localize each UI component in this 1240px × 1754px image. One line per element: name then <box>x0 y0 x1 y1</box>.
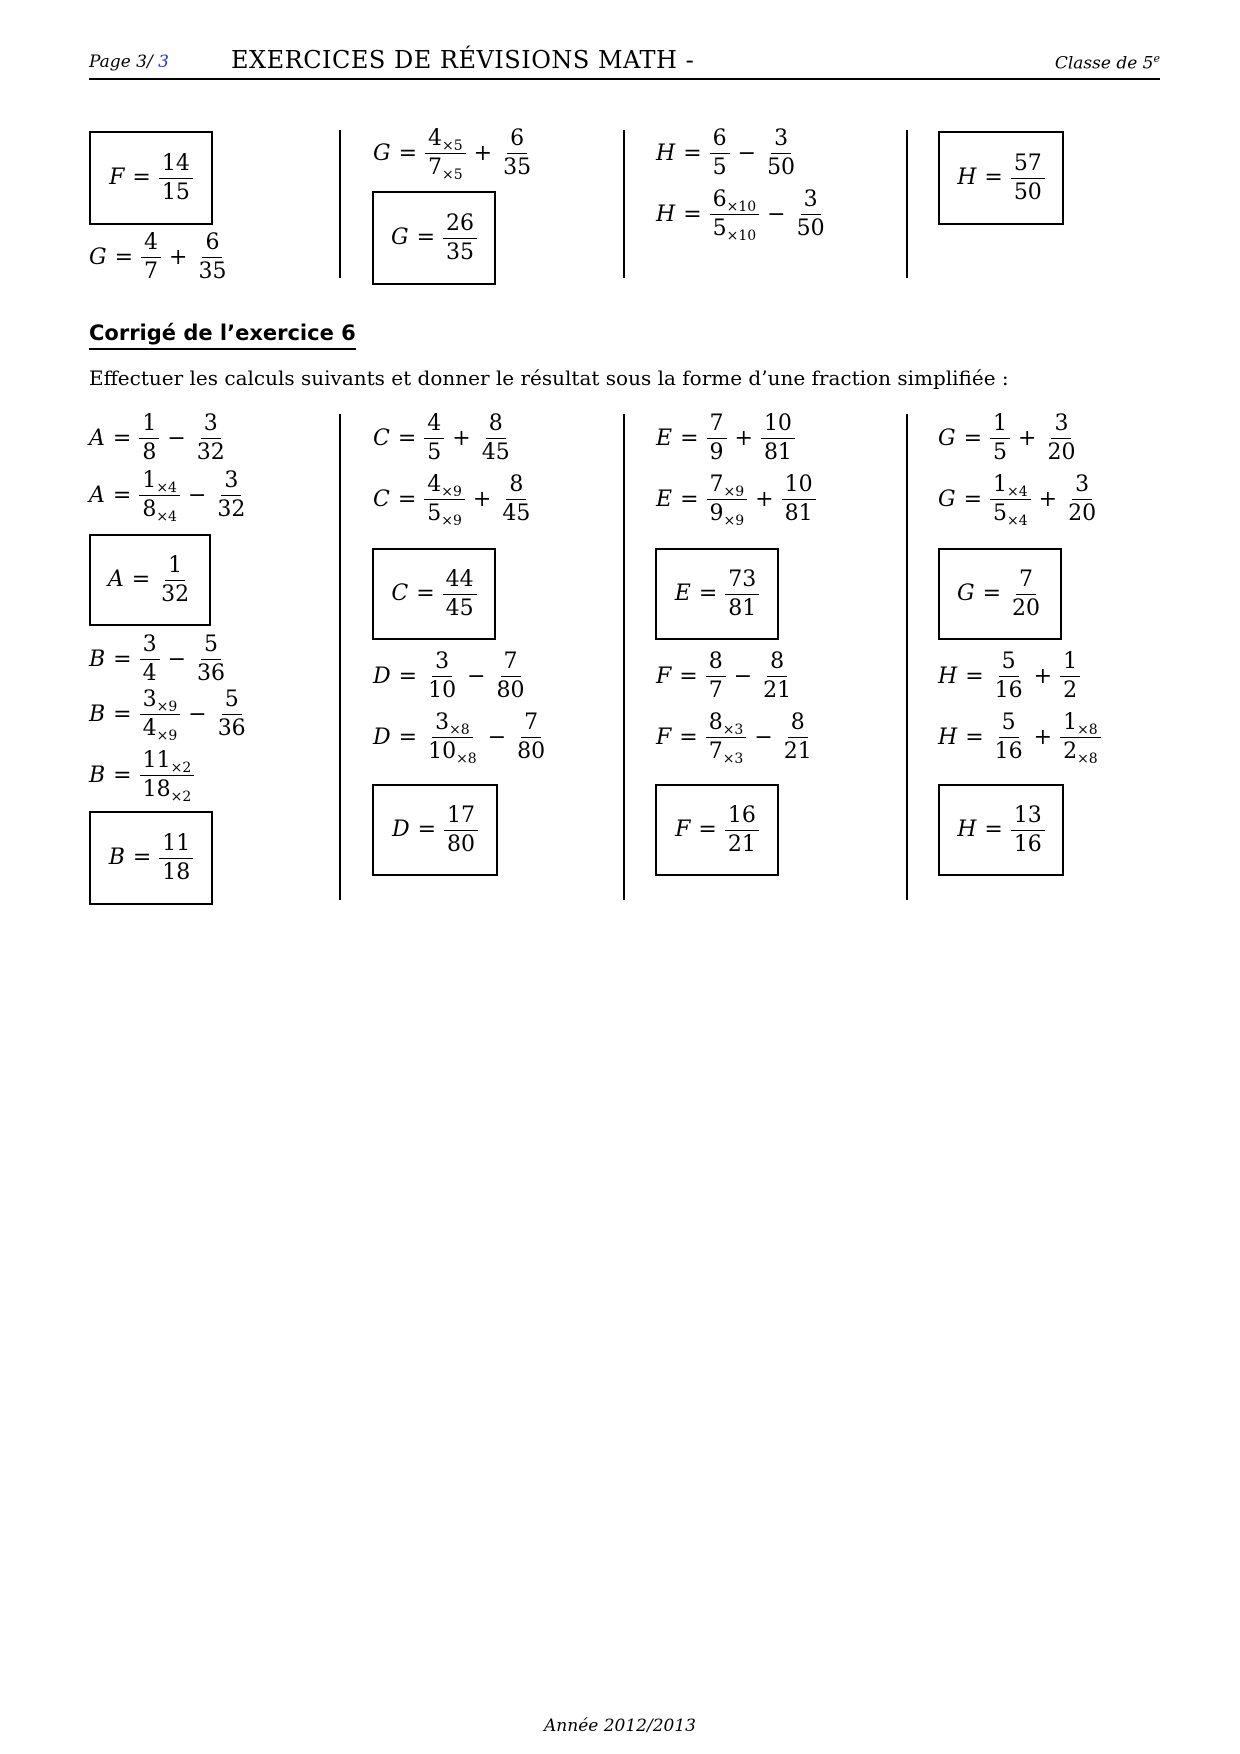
column-divider <box>906 414 908 900</box>
equation-G-ex6-2: G = $\frac{1_{\times 4}}{5_{\times 4}}$ + $\frac{3}{20}$ <box>938 474 1099 525</box>
fraction: $\frac{26}{35}$ <box>443 213 477 264</box>
fraction: $\frac{13}{16}$ <box>1011 805 1045 856</box>
fraction: $\frac{5}{16}$ <box>994 649 1023 703</box>
fraction: $\frac{3}{10}$ <box>428 649 457 703</box>
fraction: $\frac{7}{20}$ <box>1012 566 1040 621</box>
fraction: $\frac{6}{35}$ <box>198 230 227 284</box>
fraction: $\frac{8}{7}$ <box>706 651 726 702</box>
column-divider <box>339 130 341 278</box>
equation-G-ex6-1: G = $\frac{1}{5}$ + $\frac{3}{20}$ <box>938 413 1078 464</box>
fraction: $\frac{3}{50}$ <box>767 126 796 180</box>
fraction: $\frac{1_{\times 4}}{8_{\times 4}}$ <box>139 470 180 521</box>
result-G-ex6: G = $\frac{7}{20}$ <box>938 548 1062 640</box>
result-H-ex6: H = $\frac{13}{16}$ <box>938 784 1064 876</box>
fraction: $\frac{57}{50}$ <box>1011 153 1045 204</box>
result-H: H = $\frac{57}{50}$ <box>938 131 1064 225</box>
fraction: $\frac{11}{18}$ <box>159 833 193 884</box>
fraction: $\frac{14}{15}$ <box>159 153 193 204</box>
fraction: $\frac{1}{5}$ <box>990 413 1010 464</box>
equation-B-3: B = $\frac{11_{\times 2}}{18_{\times 2}}$ <box>89 750 194 801</box>
result-C: C = $\frac{44}{45}$ <box>372 548 496 640</box>
equation-H-ex6-2: H = $\frac{5}{16}$ + $\frac{1_{\times 8}}{2_{\times 8}}$ <box>938 712 1101 763</box>
fraction: $\frac{3}{20}$ <box>1068 472 1097 526</box>
equation-B-2: B = $\frac{3_{\times 9}}{4_{\times 9}}$ − $\frac{5}{36}$ <box>89 689 249 740</box>
fraction: $\frac{3_{\times 9}}{4_{\times 9}}$ <box>140 689 181 740</box>
fraction: $\frac{8}{21}$ <box>783 710 812 764</box>
fraction: $\frac{4}{5}$ <box>424 413 444 464</box>
fraction: $\frac{3}{32}$ <box>196 411 225 465</box>
fraction: $\frac{7_{\times 9}}{9_{\times 9}}$ <box>707 474 748 525</box>
result-F2: F = $\frac{16}{21}$ <box>655 784 779 876</box>
fraction: $\frac{7}{80}$ <box>517 710 546 764</box>
equation-H-ex6-1: H = $\frac{5}{16}$ + $\frac{1}{2}$ <box>938 651 1080 702</box>
equation-E-1: E = $\frac{7}{9}$ + $\frac{10}{81}$ <box>656 413 795 464</box>
fraction: $\frac{1}{32}$ <box>161 552 190 607</box>
class-label: Classe de 5e <box>1054 52 1160 74</box>
fraction: $\frac{73}{81}$ <box>725 569 759 620</box>
equation-G-1: G = $\frac{4}{7}$ + $\frac{6}{35}$ <box>89 232 229 283</box>
page-footer: Année 2012/2013 <box>544 1716 696 1736</box>
fraction: $\frac{3}{32}$ <box>217 468 246 522</box>
equation-D-2: D = $\frac{3_{\times 8}}{10_{\times 8}}$ − $\frac{7}{80}$ <box>373 712 548 763</box>
fraction: $\frac{16}{21}$ <box>725 805 759 856</box>
fraction: $\frac{4_{\times 9}}{5_{\times 9}}$ <box>424 474 465 525</box>
equation-A-2: A = $\frac{1_{\times 4}}{8_{\times 4}}$ − $\frac{3}{32}$ <box>89 470 248 521</box>
fraction: $\frac{3}{50}$ <box>796 187 825 241</box>
fraction: $\frac{6_{\times 10}}{5_{\times 10}}$ <box>710 189 760 240</box>
section-title: Corrigé de l’exercice 6 <box>89 321 356 350</box>
result-D: D = $\frac{17}{80}$ <box>372 784 498 876</box>
fraction: $\frac{1_{\times 8}}{2_{\times 8}}$ <box>1060 712 1101 763</box>
fraction: $\frac{5}{36}$ <box>217 687 246 741</box>
equation-G-2: G = $\frac{4_{\times 5}}{7_{\times 5}}$ + $\frac{6}{35}$ <box>373 128 534 179</box>
fraction: $\frac{4}{7}$ <box>141 232 161 283</box>
fraction: $\frac{8}{45}$ <box>502 472 531 526</box>
fraction: $\frac{5}{36}$ <box>197 632 226 686</box>
fraction: $\frac{17}{80}$ <box>444 805 478 856</box>
result-B: B = $\frac{11}{18}$ <box>89 811 213 905</box>
fraction: $\frac{3_{\times 8}}{10_{\times 8}}$ <box>428 710 477 767</box>
page-total-link[interactable]: 3 <box>158 52 169 72</box>
equation-D-1: D = $\frac{3}{10}$ − $\frac{7}{80}$ <box>373 651 528 702</box>
fraction: $\frac{7}{9}$ <box>707 413 727 464</box>
fraction: $\frac{11_{\times 2}}{18_{\times 2}}$ <box>140 750 195 801</box>
result-A: A = $\frac{1}{32}$ <box>89 534 211 626</box>
equation-C-1: C = $\frac{4}{5}$ + $\frac{8}{45}$ <box>373 413 513 464</box>
equation-B-1: B = $\frac{3}{4}$ − $\frac{5}{36}$ <box>89 634 228 685</box>
result-G: G = $\frac{26}{35}$ <box>372 191 496 285</box>
fraction: $\frac{1_{\times 4}}{5_{\times 4}}$ <box>990 474 1031 525</box>
result-F: F = $\frac{14}{15}$ <box>89 131 213 225</box>
fraction: $\frac{1}{8}$ <box>139 413 159 464</box>
fraction: $\frac{10}{81}$ <box>761 413 795 464</box>
equation-H-2: H = $\frac{6_{\times 10}}{5_{\times 10}}$ − $\frac{3}{50}$ <box>656 189 828 240</box>
page-number: Page 3/ 3 <box>89 52 169 72</box>
equation-F-2: F = $\frac{8_{\times 3}}{7_{\times 3}}$ − $\frac{8}{21}$ <box>656 712 815 763</box>
fraction: $\frac{6}{35}$ <box>503 126 532 180</box>
equation-F-1: F = $\frac{8}{7}$ − $\frac{8}{21}$ <box>656 651 794 702</box>
equation-A-1: A = $\frac{1}{8}$ − $\frac{3}{32}$ <box>89 413 228 464</box>
fraction: $\frac{10}{81}$ <box>782 474 816 525</box>
fraction: $\frac{1}{2}$ <box>1060 651 1080 702</box>
instruction-text: Effectuer les calculs suivants et donner le résultat sous la forme d’une fraction simplifiée : <box>89 366 1009 390</box>
result-E: E = $\frac{73}{81}$ <box>655 548 779 640</box>
fraction: $\frac{8}{21}$ <box>763 649 792 703</box>
column-divider <box>906 130 908 278</box>
fraction: $\frac{44}{45}$ <box>443 569 477 620</box>
fraction: $\frac{7}{80}$ <box>496 649 525 703</box>
fraction: $\frac{8}{45}$ <box>481 411 510 465</box>
equation-C-2: C = $\frac{4_{\times 9}}{5_{\times 9}}$ + $\frac{8}{45}$ <box>373 474 533 525</box>
fraction: $\frac{6}{5}$ <box>710 128 730 179</box>
fraction: $\frac{8_{\times 3}}{7_{\times 3}}$ <box>706 712 747 763</box>
equation-H-1: H = $\frac{6}{5}$ − $\frac{3}{50}$ <box>656 128 798 179</box>
equation-E-2: E = $\frac{7_{\times 9}}{9_{\times 9}}$ + $\frac{10}{81}$ <box>656 474 816 525</box>
column-divider <box>339 414 341 900</box>
page-header <box>89 44 1160 80</box>
document-title: EXERCICES DE RÉVISIONS MATH - <box>231 46 695 74</box>
fraction: $\frac{3}{20}$ <box>1047 411 1076 465</box>
fraction: $\frac{5}{16}$ <box>994 710 1023 764</box>
column-divider <box>623 414 625 900</box>
column-divider <box>623 130 625 278</box>
fraction: $\frac{3}{4}$ <box>140 634 160 685</box>
fraction: $\frac{4_{\times 5}}{7_{\times 5}}$ <box>425 128 466 179</box>
